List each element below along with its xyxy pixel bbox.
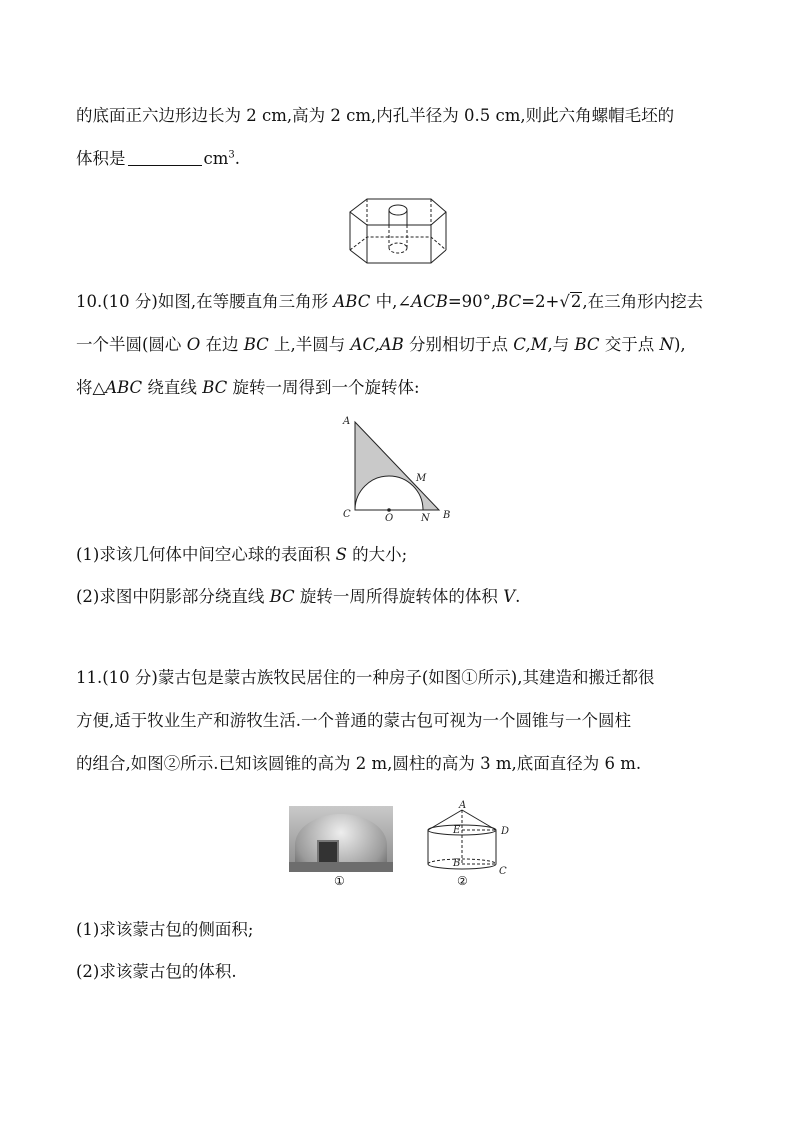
q10-line-3: 将△ABC 绕直线 BC 旋转一周得到一个旋转体: xyxy=(76,378,420,397)
triangle-semicircle-figure xyxy=(335,410,465,525)
yurt-photo xyxy=(289,806,393,872)
label-b: B xyxy=(453,858,461,869)
q10-sub-1: (1)求该几何体中间空心球的表面积 S 的大小; xyxy=(76,545,408,564)
cone-cylinder-figure xyxy=(420,800,520,878)
label-c: C xyxy=(499,866,507,877)
q11-line-2: 方便,适于牧业生产和游牧生活.一个普通的蒙古包可视为一个圆锥与一个圆柱 xyxy=(76,711,631,730)
q11-line-3: 的组合,如图②所示.已知该圆锥的高为 2 m,圆柱的高为 3 m,底面直径为 6 m. xyxy=(76,754,642,773)
answer-blank[interactable] xyxy=(128,149,202,166)
q10-line-2: 一个半圆(圆心 O 在边 BC 上,半圆与 AC,AB 分别相切于点 C,M,与 BC 交于点 N), xyxy=(76,335,686,354)
sqrt-radicand: 2 xyxy=(570,292,582,311)
label-c: C xyxy=(343,509,351,520)
q11-sub-2: (2)求该蒙古包的体积. xyxy=(76,962,237,981)
q10-sub-2: (2)求图中阴影部分绕直线 BC 旋转一周所得旋转体的体积 V. xyxy=(76,587,521,606)
q11-sub-1: (1)求该蒙古包的侧面积; xyxy=(76,920,254,939)
caption-figure-1: ① xyxy=(334,874,345,888)
label-a: A xyxy=(459,800,467,811)
label-e: E xyxy=(453,825,461,836)
label-n: N xyxy=(421,513,430,524)
label-m: M xyxy=(416,473,427,484)
hex-nut-figure xyxy=(345,190,451,270)
q11-line-1: 11.(10 分)蒙古包是蒙古族牧民居住的一种房子(如图①所示),其建造和搬迁都很 xyxy=(76,668,655,687)
q9-line-2: 体积是 $cm^3$. xyxy=(76,149,241,168)
label-b: B xyxy=(443,510,451,521)
label-d: D xyxy=(501,826,510,837)
label-a: A xyxy=(343,416,351,427)
q9-line-1: 的底面正六边形边长为 2 cm,高为 2 cm,内孔半径为 0.5 cm,则此六角螺帽毛坯的 xyxy=(76,106,675,125)
center-point-o xyxy=(387,508,391,512)
label-o: O xyxy=(385,513,394,524)
q10-line-1: 10.(10 分)如图,在等腰直角三角形 ABC 中,∠ACB=90°,BC=2+√2,在三角形内挖去 xyxy=(76,292,704,311)
caption-figure-2: ② xyxy=(457,874,468,888)
